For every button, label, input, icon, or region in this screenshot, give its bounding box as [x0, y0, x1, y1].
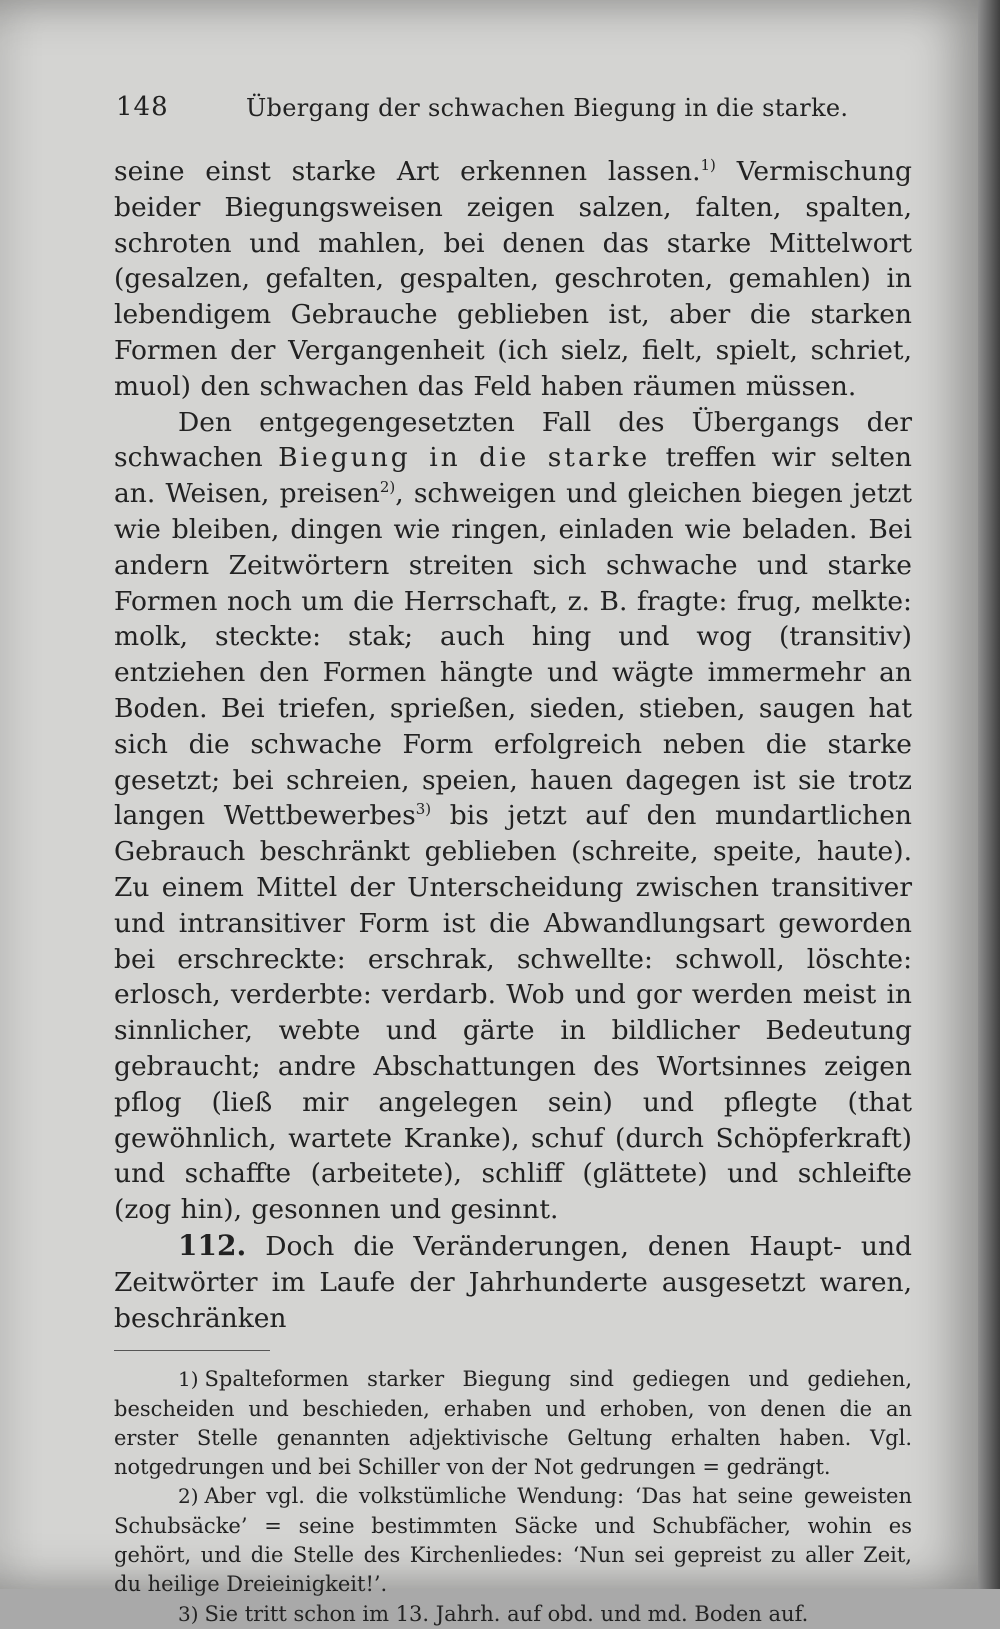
footnotes: [114, 1365, 912, 1629]
p2-text-a: Den entgegengesetzten Fall des Übergangs der schwachen: [114, 406, 912, 474]
footnote-mark-2: 2): [178, 1484, 199, 1509]
p2-text-b: treffen wir selten an. Weisen, preisen: [114, 442, 912, 510]
footnote-text-3: Sie tritt schon im 13. Jahrh. auf obd. und md. Boden auf.: [204, 1601, 809, 1626]
p1-text-a: seine einst starke Art erkennen lassen.: [114, 156, 701, 187]
footnote-ref-2: 2): [379, 478, 396, 497]
running-title: Übergang der schwachen Biegung in die starke.: [246, 94, 849, 122]
section-number: 112.: [178, 1228, 247, 1262]
body-text: [114, 154, 912, 1336]
paragraph-1: [114, 154, 912, 405]
footnote-2: [114, 1482, 912, 1599]
page-content: [114, 92, 912, 1629]
footnote-mark-3: 3): [178, 1601, 199, 1626]
footnote-1: [114, 1365, 912, 1482]
page-edge-shadow: [978, 0, 1000, 1589]
footnote-3: [114, 1600, 912, 1629]
footnote-divider: [114, 1350, 270, 1351]
paragraph-3: [114, 1228, 912, 1336]
footnote-ref-3: 3): [415, 800, 432, 819]
p3-text: Doch die Veränderungen, denen Haupt- und Zeitwörter im Laufe der Jahrhunderte ausgesetzt waren, beschränken: [114, 1230, 912, 1334]
footnote-text-1: Spalteformen starker Biegung sind gediegen und gediehen, bescheiden und beschieden, erhaben und erhoben, von denen die an erster Stelle genannten adjektivische Geltung erhalten haben. Vgl. notgedrungen und bei Schiller von der Not gedrungen = gedrängt.: [114, 1367, 912, 1480]
footnote-ref-1: 1): [700, 156, 716, 175]
p2-text-c: , schweigen und gleichen biegen jetzt wie bleiben, dingen wie ringen, einladen wie beladen. Bei andern Zeitwörtern streiten sich schwache und starke Formen noch um die Herrschaft, z. B. fragte: frug, melkte: molk, steckte: stak; auch hing und wog (transitiv) entziehen den Formen hängte und wägte immermehr an Boden. Bei triefen, sprießen, sieden, stieben, saugen hat sich die schwache Form erfolgreich neben die starke gesetzt; bei schreien, speien, hauen dagegen ist sie trotz langen Wettbewerbes: [114, 478, 912, 832]
footnote-text-2: Aber vgl. die volkstümliche Wendung: ‘Das hat seine geweisten Schubsäcke’ = seine bestimmten Säcke und Schubfächer, wohin es gehört, und die Stelle des Kirchenliedes: ‘Nun sei gepreist zu aller Zeit, du heilige Dreieinigkeit!’.: [114, 1484, 912, 1597]
page-number: 148: [116, 92, 169, 122]
paragraph-2: [114, 405, 912, 1228]
footnote-mark-1: 1): [178, 1367, 199, 1392]
p2-text-d: bis jetzt auf den mundartlichen Gebrauch beschränkt geblieben (schreite, speite, haute). Zu einem Mittel der Unterscheidung zwischen transitiver und intransitiver Form ist die Abwandlungsart geworden bei erschreckte: erschrak, schwellte: schwoll, löschte: erlosch, verderbte: verdarb. Wob und gor werden meist in sinnlicher, webte und gärte in bildlicher Bedeutung gebraucht; andre Abschattungen des Wortsinnes zeigen pflog (ließ mir angelegen sein) und pflegte (that gewöhnlich, wartete Kranke), schuf (durch Schöpferkraft) und schaffte (arbeitete), schliff (glättete) und schleifte (zog hin), gesonnen und gesinnt.: [114, 800, 913, 1226]
p1-text-b: Vermischung beider Biegungsweisen zeigen salzen, falten, spalten, schroten und mahlen, bei denen das starke Mittelwort (gesalzen, gefalten, gespalten, geschroten, gemahlen) in lebendigem Gebrauche geblieben ist, aber die starken Formen der Vergangenheit (ich sielz, fielt, spielt, schriet, muol) den schwachen das Feld haben räumen müssen.: [114, 156, 912, 402]
p2-emphasis: Biegung in die starke: [278, 442, 651, 474]
running-head: [114, 92, 912, 132]
